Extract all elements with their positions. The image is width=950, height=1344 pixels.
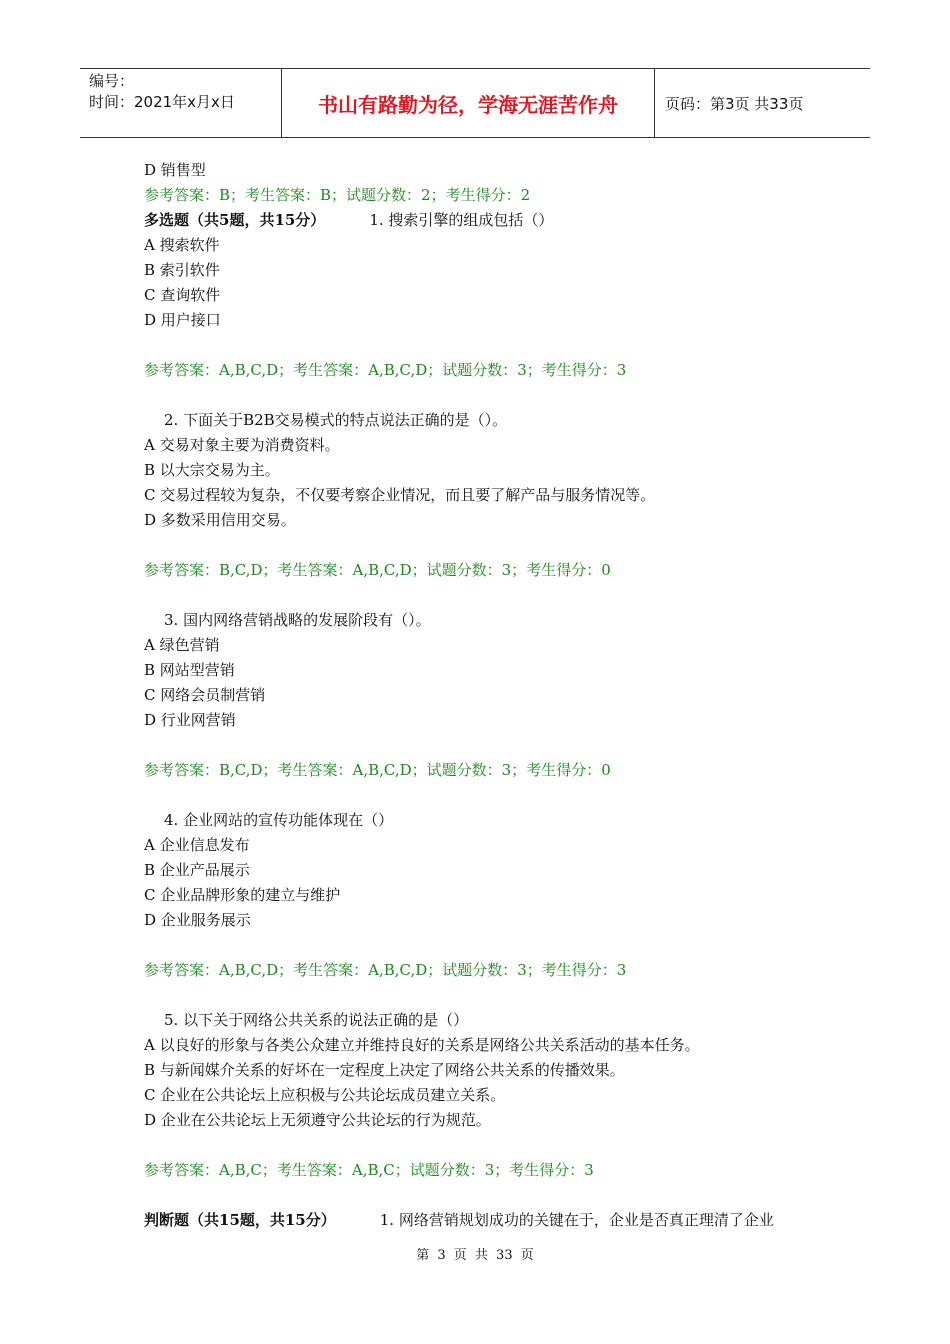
option-line: D 企业在公共论坛上无须遵守公共论坛的行为规范。 (144, 1111, 491, 1129)
answer-line: 参考答案：A,B,C,D；考生答案：A,B,C,D；试题分数：3；考生得分：3 (144, 961, 627, 979)
question-stem: 1. 搜索引擎的组成包括（） (369, 211, 554, 229)
judge-section-header (144, 1208, 844, 1233)
option-line: A 以良好的形象与各类公众建立并维持良好的关系是网络公共关系活动的基本任务。 (144, 1036, 700, 1054)
question-stem: 2. 下面关于B2B交易模式的特点说法正确的是（）。 (164, 411, 508, 429)
answer-line: 参考答案：B,C,D；考生答案：A,B,C,D；试题分数：3；考生得分：0 (144, 561, 611, 579)
time-label: 时间：2021年x月x日 (89, 93, 235, 111)
option-line: D 企业服务展示 (144, 911, 251, 929)
option-line: B 网站型营销 (144, 661, 235, 679)
page-footer: 第 3 页 共 33 页 (416, 1248, 534, 1263)
option-line: C 企业品牌形象的建立与维护 (144, 886, 341, 904)
multi-section-header (144, 208, 844, 233)
page-header (80, 68, 870, 138)
option-line: C 网络会员制营销 (144, 686, 266, 704)
question-stem: 4. 企业网站的宣传功能体现在（） (164, 811, 394, 829)
section-title: 判断题（共15题，共15分） (144, 1211, 336, 1229)
option-line: B 企业产品展示 (144, 861, 250, 879)
answer-line: 参考答案：A,B,C；考生答案：A,B,C；试题分数：3；考生得分：3 (144, 1161, 594, 1179)
answer-line: 参考答案：B；考生答案：B；试题分数：2；考生得分：2 (144, 186, 531, 204)
option-line: D 用户接口 (144, 311, 221, 329)
option-line: A 绿色营销 (144, 636, 220, 654)
option-line: B 索引软件 (144, 261, 220, 279)
header-page-info: 页码：第3页 共33页 (665, 94, 804, 113)
option-line: A 搜索软件 (144, 236, 220, 254)
option-line: D 销售型 (144, 161, 206, 179)
document-body (144, 158, 844, 1233)
answer-line: 参考答案：A,B,C,D；考生答案：A,B,C,D；试题分数：3；考生得分：3 (144, 361, 627, 379)
option-line: C 交易过程较为复杂，不仅要考察企业情况，而且要了解产品与服务情况等。 (144, 486, 656, 504)
option-line: A 企业信息发布 (144, 836, 250, 854)
option-line: B 与新闻媒介关系的好坏在一定程度上决定了网络公共关系的传播效果。 (144, 1061, 625, 1079)
header-meta (80, 69, 282, 137)
answer-line: 参考答案：B,C,D；考生答案：A,B,C,D；试题分数：3；考生得分：0 (144, 761, 611, 779)
question-stem: 3. 国内网络营销战略的发展阶段有（）。 (164, 611, 431, 629)
question-stem: 1. 网络营销规划成功的关键在于，企业是否真正理清了企业 (379, 1211, 774, 1229)
option-line: C 查询软件 (144, 286, 221, 304)
number-label: 编号： (89, 72, 135, 90)
option-line: B 以大宗交易为主。 (144, 461, 280, 479)
header-motto: 书山有路勤为径，学海无涯苦作舟 (282, 69, 655, 137)
option-line: D 行业网营销 (144, 711, 236, 729)
section-title: 多选题（共5题，共15分） (144, 211, 326, 229)
option-line: C 企业在公共论坛上应积极与公共论坛成员建立关系。 (144, 1086, 506, 1104)
option-line: A 交易对象主要为消费资料。 (144, 436, 340, 454)
question-stem: 5. 以下关于网络公共关系的说法正确的是（） (164, 1011, 469, 1029)
option-line: D 多数采用信用交易。 (144, 511, 296, 529)
